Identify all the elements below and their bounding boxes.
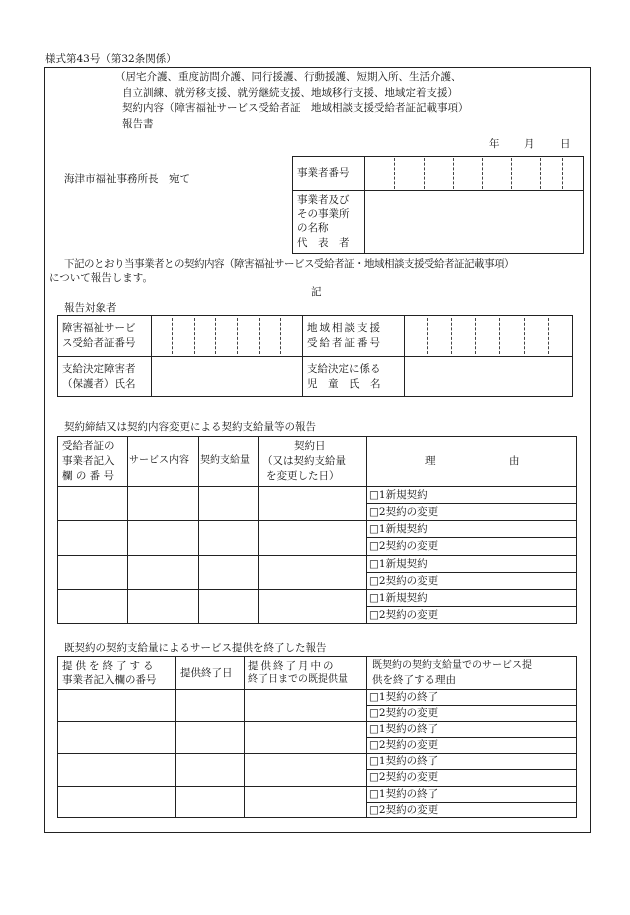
s2-col1-line1: 提供を終了する	[62, 660, 157, 672]
s1-col2: サービス内容	[129, 455, 189, 466]
s2-col1-line2: 事業者記入欄の番号	[62, 674, 157, 686]
date-month: 月	[524, 138, 535, 150]
s1-row3-opt2[interactable]: □2契約の変更	[369, 575, 439, 587]
s1-col4-line2: （又は契約支給量	[262, 455, 346, 467]
section2-heading: 既契約の契約支給量によるサービス提供を終了した報告	[64, 642, 327, 654]
s1-row2-opt1[interactable]: □1新規契約	[369, 523, 428, 535]
s1-col4-line3: を変更した日）	[266, 470, 340, 482]
s1-row3-opt1[interactable]: □1新規契約	[369, 558, 428, 570]
s2-row2-opt2[interactable]: □2契約の変更	[369, 739, 439, 751]
s2-col3-line1: 提供終了月中の	[248, 660, 336, 672]
ki-mark: 記	[311, 286, 322, 298]
s2-row4-opt1[interactable]: □1契約の終了	[369, 788, 439, 800]
date-year: 年	[489, 138, 500, 150]
s2-row2-opt1[interactable]: □1契約の終了	[369, 723, 439, 735]
s2-col2: 提供終了日	[180, 667, 233, 679]
s2-row1-opt2[interactable]: □2契約の変更	[369, 707, 439, 719]
services-line-1: （居宅介護、重度訪問介護、同行援護、行動援護、短期入所、生活介護、	[115, 71, 462, 83]
section1-heading: 契約締結又は契約内容変更による契約支給量等の報告	[64, 421, 316, 433]
holder-label-2: （保護者）氏名	[62, 378, 136, 390]
s1-row2-opt2[interactable]: □2契約の変更	[369, 540, 439, 552]
services-line-2: 自立訓練、就労移支援、就労継続支援、地域移行支援、地域定着支援）	[122, 87, 458, 99]
business-name-label-1: 事業者及び	[297, 194, 350, 206]
s2-row3-opt1[interactable]: □1契約の終了	[369, 755, 439, 767]
s1-col1-line3: 欄 の 番 号	[62, 470, 115, 482]
s2-col3-line2: 終了日までの既提供量	[248, 674, 348, 685]
s1-col5: 理 由	[425, 455, 520, 467]
date-day: 日	[560, 138, 571, 150]
business-name-label-2: その事業所	[297, 208, 350, 220]
s1-row1-opt2[interactable]: □2契約の変更	[369, 506, 439, 518]
business-name-label-4: 代 表 者	[297, 237, 350, 249]
s1-col1-line1: 受給者証の	[62, 440, 115, 452]
s1-col3: 契約支給量	[200, 455, 250, 466]
holder-label-1: 支給決定障害者	[62, 363, 136, 375]
subject-line: 契約内容（障害福祉サービス受給者証 地域相談支援受給者証記載事項）	[122, 102, 469, 114]
local-label-1: 地域相談支援	[307, 322, 382, 334]
s1-row4-opt2[interactable]: □2契約の変更	[369, 609, 439, 621]
s1-row1-opt1[interactable]: □1新規契約	[369, 489, 428, 501]
child-label-1: 支給決定に係る	[307, 363, 381, 375]
cert-label-2: ス受給者証番号	[62, 337, 136, 349]
cert-label-1: 障害福祉サービ	[62, 322, 136, 334]
s2-row1-opt1[interactable]: □1契約の終了	[369, 691, 439, 703]
s2-col4-line1: 既契約の契約支給量でのサービス提	[372, 660, 532, 671]
intro-line-2: について報告します。	[49, 272, 153, 284]
addressee: 海津市福祉事務所長 宛て	[64, 173, 190, 185]
s1-col1-line2: 事業者記入	[62, 455, 115, 467]
report-title: 報告書	[122, 118, 154, 130]
child-label-2: 児 童 氏 名	[307, 378, 381, 390]
business-name-label-3: の名称	[297, 222, 329, 234]
business-number-label: 事業者番号	[297, 167, 350, 179]
form-id: 様式第43号（第32条関係）	[45, 53, 177, 65]
s2-col4-line2: 供を終了する理由	[372, 674, 456, 686]
s2-row4-opt2[interactable]: □2契約の変更	[369, 804, 439, 816]
s1-row4-opt1[interactable]: □1新規契約	[369, 592, 428, 604]
target-heading: 報告対象者	[64, 302, 117, 314]
s2-row3-opt2[interactable]: □2契約の変更	[369, 771, 439, 783]
s1-col4-line1: 契約日	[294, 440, 326, 452]
intro-line-1: 下記のとおり当事業者との契約内容（障害福祉サービス受給者証・地域相談支援受給者証記載事項）	[64, 258, 514, 270]
local-label-2: 受給者証番号	[307, 337, 382, 349]
